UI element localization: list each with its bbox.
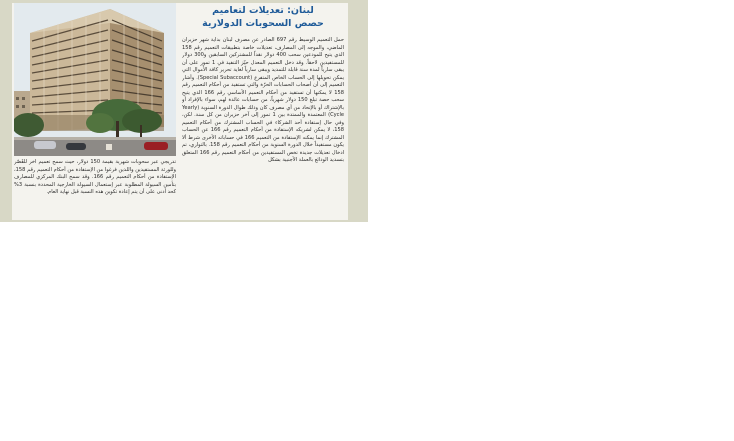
- article-headline: [182, 4, 344, 30]
- article-body-right: حمل التعميم الوسيط رقم 697 الصادر عن مصرف لبنان بداية شهر حزيران الماضي، والموجه إلى المصارف، تعديلات خاصة بتطبيقات التعميم رقم 158 الذي يتيح للمودعين سحب 400 دولار نقداً للمشتركين السابقين و300 دولار للمستفيدين لاحقاً. وقد دخل التعميم المعدل حيّز التنفيذ في 1 تموز على أن يبقى سارياً لمدة سنة قابلة للتمديد ويبقى سارياً لغاية تحرير كافة الأموال التي يمكن تحويلها إلى الحساب الخاص المتفرع (Special Subaccount). وأشار التعميم إلى أن أصحاب الحسابات الحرّة والتي تستفيد من أحكام التعميم رقم 158 لا يمكنها أن تستفيد من أحكام التعميم الأساسي رقم 166 الذي يتيح سحب حصة تبلغ 150 دولار شهرياً، من حسابات عائدة لهم، سواء بالإفراد أو بالإشتراك أو بالإتحاد من أي مصرف كان وذلك طوال الدورة السنوية (Yearly Cycle) المعتمدة والممتدة بين 1 تموز إلى آخر حزيران من كل سنة. لكن، وفي حال إستفادة أحد الشركاء في الحساب المشترك من أحكام التعميم 158، لا يمكن لشريكه الإستفادة من أحكام التعميم رقم 166 عن الحساب المشترك إنما يمكنه الإستفادة من التعميم 166 في حساباته الأخرى شرط ألا يكون مستفيداً خلال الدورة السنوية من أحكام التعميم رقم 158. بالتوازي، تم ادخال تعديلات جديدة تخص المستفيدين من أحكام التعميم رقم 166 المتعلق بتسديد الودائع بالعملة الأجنبية بشكل: [182, 37, 344, 163]
- headline-line-2: حصص السحوبات الدولارية: [202, 18, 324, 29]
- building-photo: [14, 3, 176, 156]
- article-column-right: [182, 37, 344, 219]
- article-column-left: [14, 159, 176, 219]
- newspaper-clipping: [12, 3, 348, 220]
- article-frame: [0, 0, 368, 222]
- headline-line-1: لبنان: تعديلات لتعاميم: [212, 5, 314, 16]
- article-body-left: تدريجي عبر سحوبات شهرية بقيمة 150 دولار، حيث سمح تعميم آخر للقُصّر وللورثة المستفيدين واللذين فرغوا من الإستفادة من أحكام التعميم رقم 158، الإستفادة من أحكام التعميم رقم 166. وقد سمح البنك المركزي للمصارف بتأمين السيولة المطلوبة عبر إستعمال السيولة الخارجية المحددة بنسبة 3% كحد أدنى على أن يتم إعادة تكوين هذه النسبة قبل نهاية العام.: [14, 159, 176, 195]
